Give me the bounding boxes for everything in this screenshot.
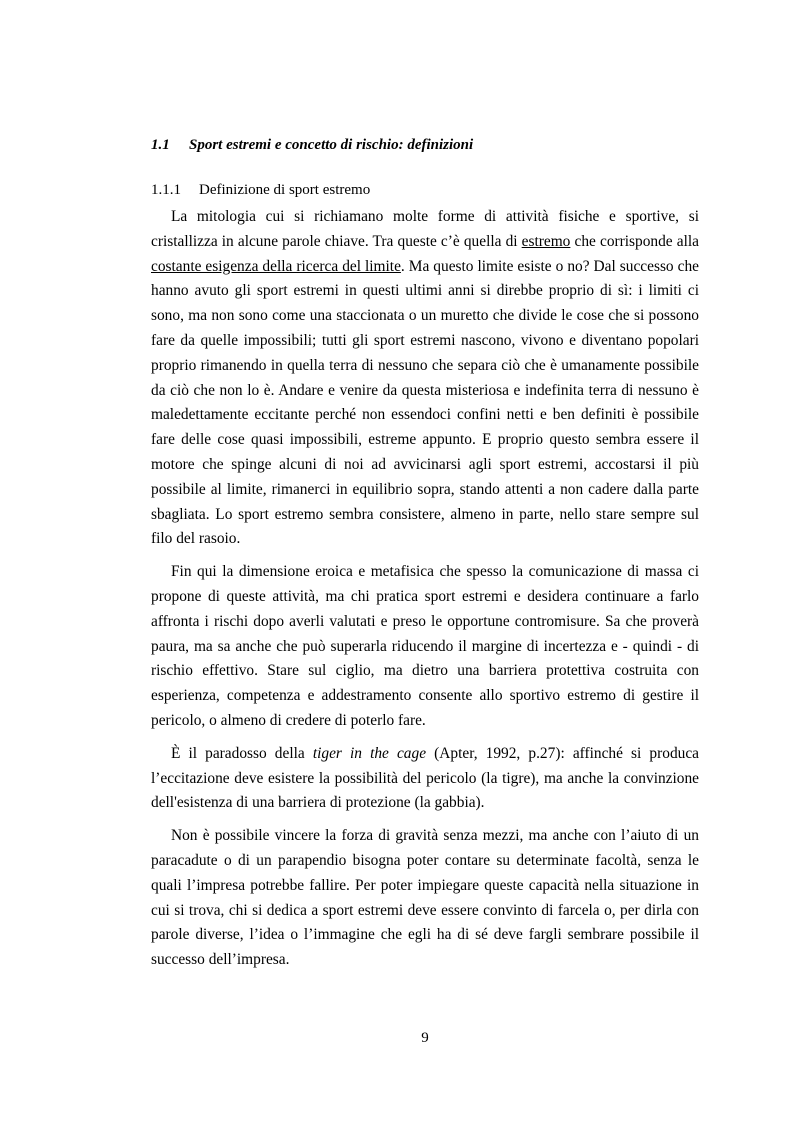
paragraph-4: Non è possibile vincere la forza di gravità senza mezzi, ma anche con l’aiuto di un paracadute o di un parapendio bisogna poter contare su determinate facoltà, senza le quali l’impresa potrebbe fallire. Per poter impiegare queste capacità nella situazione in cui si trova, chi si dedica a sport estremi deve essere convinto di farcela o, per dirla con parole diverse, l’idea o l’immagine che egli ha di sé deve fargli sembrare possibile il successo dell’impresa. (151, 827, 699, 969)
subsection-heading (151, 182, 699, 199)
italic-phrase-tiger: tiger in the cage (312, 744, 427, 762)
page-number: 9 (421, 1030, 429, 1046)
paragraph-2: Fin qui la dimensione eroica e metafisica che spesso la comunicazione di massa ci propone di queste attività, ma chi pratica sport estremi e desidera continuare a farlo affronta i rischi dopo averli valutati e preso le opportune contromisure. Sa che proverà paura, ma sa anche che può superarla riducendo il margine di incertezza e - quindi - di rischio effettivo. Stare sul ciglio, ma dietro una barriera protettiva costruita con esperienza, competenza e addestramento consente allo sportivo estremo di gestire il pericolo, o almeno di credere di poterlo fare. (151, 563, 699, 729)
subsection-title: Definizione di sport estremo (199, 182, 371, 198)
subsection-number: 1.1.1 (151, 182, 181, 198)
section-title: Sport estremi e concetto di rischio: definizioni (189, 137, 474, 153)
paragraph-3-text-a: È il paradosso della (171, 744, 313, 762)
section-heading (151, 137, 699, 154)
paragraph-1 (151, 205, 699, 552)
paragraph-1-text-c: . Ma questo limite esiste o no? Dal successo che hanno avuto gli sport estremi in questi ultimi anni si direbbe proprio di sì: i limiti ci sono, ma non sono come una staccionata o un muretto che divide le cose che si possono fare da quelle impossibili; tutti gli sport estremi nascono, vivono e diventano popolari proprio rimanendo in quella terra di nessuno che separa ciò che è umanamente possibile da ciò che non lo è. Andare e venire da questa misteriosa e indefinita terra di nessuno è maledettamente eccitante perché non essendoci confini netti e ben definiti è possibile fare delle cose quasi impossibili, estreme appunto. E proprio questo sembra essere il motore che spinge alcuni di noi ad avvicinarsi agli sport estremi, accostarsi il più possibile al limite, rimanerci in equilibrio sopra, stando attenti a non cadere dalla parte sbagliata. Lo sport estremo sembra consistere, almeno in parte, nello stare sempre sul filo del rasoio. (151, 257, 699, 548)
paragraph-3-text-b: (Apter, 1992, p.27): affinché si produca l’eccitazione deve esistere la possibilità del pericolo (la tigre), ma anche la convinzione dell'esistenza di una barriera di protezione (la gabbia). (151, 744, 699, 812)
underlined-phrase-limite: costante esigenza della ricerca del limite (151, 257, 401, 275)
section-number: 1.1 (151, 137, 170, 153)
body-text (151, 205, 699, 981)
underlined-term-estremo: estremo (521, 232, 571, 250)
paragraph-1-text-b: che corrisponde alla (570, 232, 699, 250)
paragraph-1-text-a: La mitologia cui si richiamano molte forme di attività fisiche e sportive, si cristallizza in alcune parole chiave. Tra queste c’è quella di (151, 208, 699, 250)
paragraph-3 (151, 742, 699, 816)
